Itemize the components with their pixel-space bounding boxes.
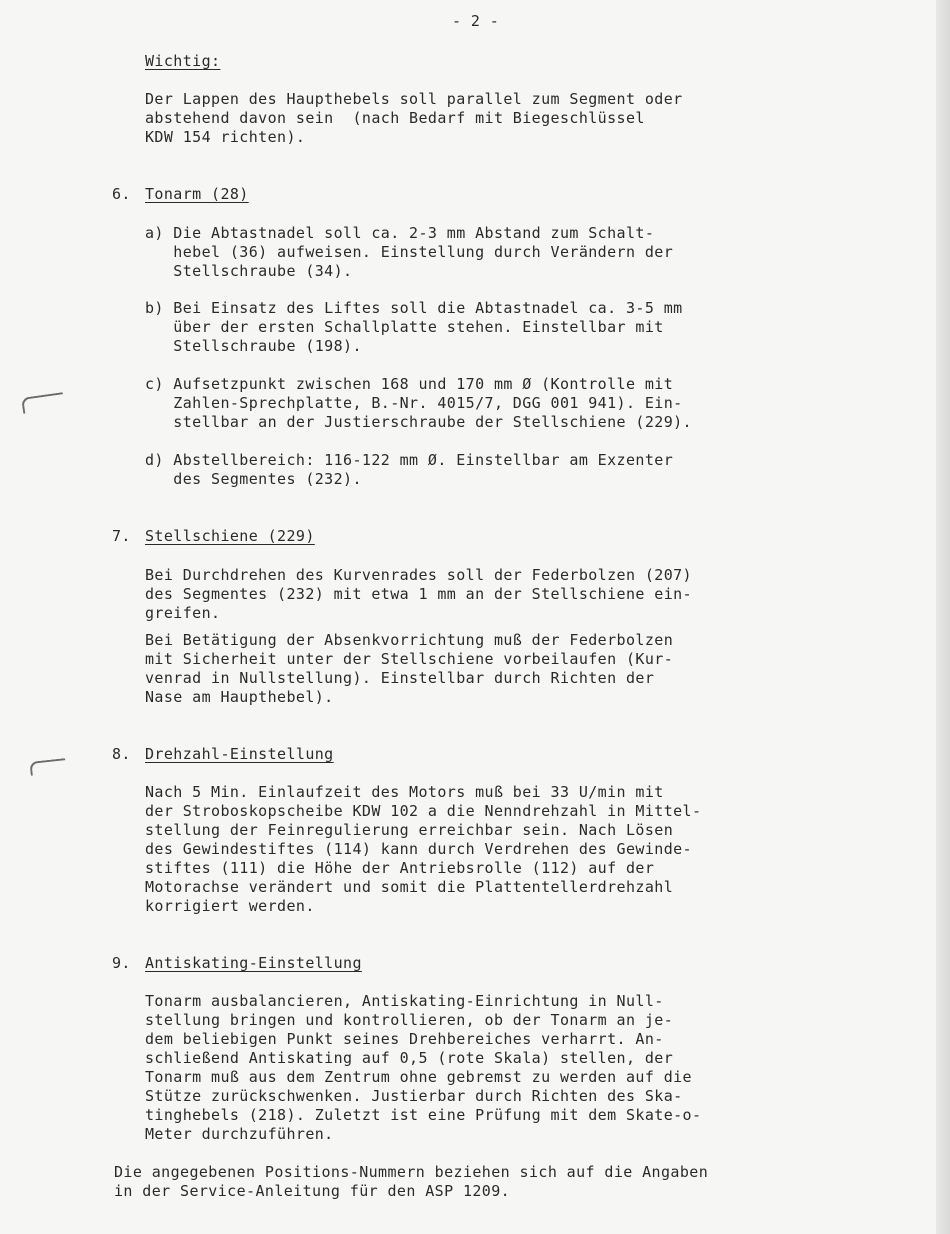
section-9-line-8: Meter durchzuführen. [145,1125,334,1143]
section-9-number: 9. [112,954,131,972]
section-8-line-5: stiftes (111) die Höhe der Antriebsrolle (112) auf der [145,859,655,877]
wichtig-line-3: KDW 154 richten). [145,128,306,146]
section-8-line-7: korrigiert werden. [145,897,315,915]
section-7-p2-line-1: Bei Betätigung der Absenkvorrichtung muß der Federbolzen [145,631,674,649]
section-9-line-4: schließend Antiskating auf 0,5 (rote Skala) stellen, der [145,1049,674,1067]
section-6a-line-2: hebel (36) aufweisen. Einstellung durch Verändern der [145,243,674,261]
wichtig-line-2: abstehend davon sein (nach Bedarf mit Biegeschlüssel [145,109,645,127]
section-9-line-6: Stütze zurückschwenken. Justierbar durch Richten des Ska- [145,1087,683,1105]
section-7-title: Stellschiene (229) [145,527,315,545]
section-6b-line-1: b) Bei Einsatz des Liftes soll die Abtastnadel ca. 3-5 mm [145,299,683,317]
section-8-line-2: der Stroboskopscheibe KDW 102 a die Nenndrehzahl in Mittel- [145,802,702,820]
footer-line-1: Die angegebenen Positions-Nummern beziehen sich auf die Angaben [114,1163,709,1181]
section-7-p1-line-2: des Segmentes (232) mit etwa 1 mm an der Stellschiene ein- [145,585,692,603]
section-6c-line-1: c) Aufsetzpunkt zwischen 168 und 170 mm Ø (Kontrolle mit [145,375,674,393]
section-6b-line-3: Stellschraube (198). [145,337,362,355]
section-8-line-3: stellung der Feinregulierung erreichbar sein. Nach Lösen [145,821,674,839]
section-9-line-1: Tonarm ausbalancieren, Antiskating-Einrichtung in Null- [145,992,664,1010]
page-number: - 2 - [452,12,500,30]
page-edge [936,0,950,1234]
section-8-title: Drehzahl-Einstellung [145,745,334,763]
section-9-line-2: stellung bringen und kontrollieren, ob der Tonarm an je- [145,1011,674,1029]
section-6-title: Tonarm (28) [145,185,249,203]
section-7-p2-line-4: Nase am Haupthebel). [145,688,334,706]
section-6d-line-2: des Segmentes (232). [145,470,362,488]
section-6a-line-3: Stellschraube (34). [145,262,353,280]
section-6c-line-3: stellbar an der Justierschraube der Stellschiene (229). [145,413,692,431]
section-9-line-7: tinghebels (218). Zuletzt ist eine Prüfung mit dem Skate-o- [145,1106,702,1124]
section-6a-line-1: a) Die Abtastnadel soll ca. 2-3 mm Abstand zum Schalt- [145,224,655,242]
section-7-p1-line-1: Bei Durchdrehen des Kurvenrades soll der Federbolzen (207) [145,566,692,584]
section-9-line-3: dem beliebigen Punkt seines Drehbereiches verharrt. An- [145,1030,664,1048]
section-7-p2-line-2: mit Sicherheit unter der Stellschiene vorbeilaufen (Kur- [145,650,674,668]
section-6-number: 6. [112,185,131,203]
footer-line-2: in der Service-Anleitung für den ASP 1209. [114,1182,511,1200]
section-7-number: 7. [112,527,131,545]
section-8-line-4: des Gewindestiftes (114) kann durch Verdrehen des Gewinde- [145,840,692,858]
section-6c-line-2: Zahlen-Sprechplatte, B.-Nr. 4015/7, DGG 001 941). Ein- [145,394,683,412]
section-8-line-1: Nach 5 Min. Einlaufzeit des Motors muß bei 33 U/min mit [145,783,664,801]
wichtig-line-1: Der Lappen des Haupthebels soll parallel zum Segment oder [145,90,683,108]
section-8-number: 8. [112,745,131,763]
section-8-line-6: Motorachse verändert und somit die Plattentellerdrehzahl [145,878,674,896]
wichtig-heading: Wichtig: [145,52,221,70]
section-7-p1-line-3: greifen. [145,604,221,622]
scan-mark-1 [21,392,65,414]
section-7-p2-line-3: venrad in Nullstellung). Einstellbar durch Richten der [145,669,655,687]
section-9-line-5: Tonarm muß aus dem Zentrum ohne gebremst zu werden auf die [145,1068,692,1086]
section-6b-line-2: über der ersten Schallplatte stehen. Einstellbar mit [145,318,664,336]
section-9-title: Antiskating-Einstellung [145,954,362,972]
scan-mark-2 [29,758,66,776]
section-6d-line-1: d) Abstellbereich: 116-122 mm Ø. Einstellbar am Exzenter [145,451,674,469]
